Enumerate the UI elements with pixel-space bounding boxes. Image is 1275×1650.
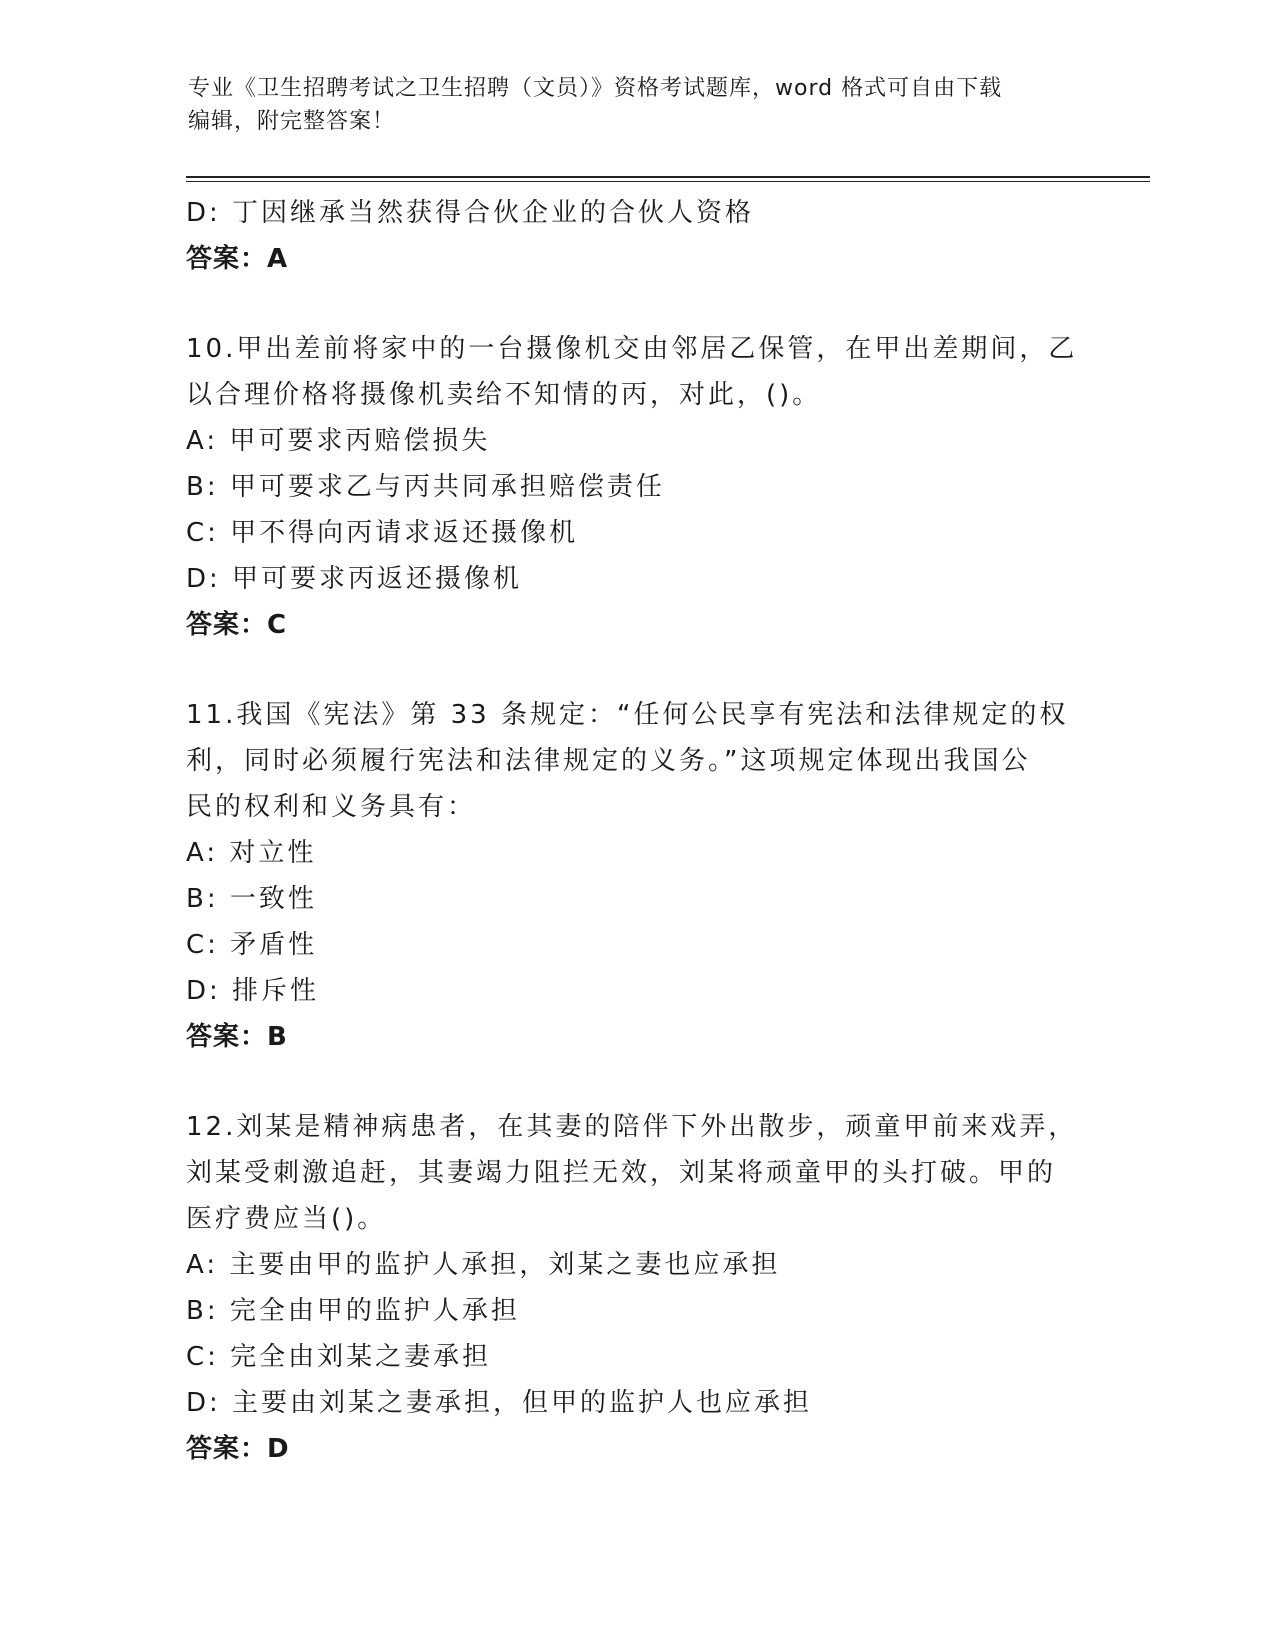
prev-answer: 答案：A (186, 244, 289, 274)
answer: 答案：B (186, 1022, 288, 1052)
option-c: C: 甲不得向丙请求返还摄像机 (186, 518, 579, 548)
option-d: D: 甲可要求丙返还摄像机 (186, 564, 523, 594)
option-b: B: 一致性 (186, 884, 317, 914)
question-10 (186, 326, 1086, 648)
option-c: C: 矛盾性 (186, 930, 318, 960)
header-divider-thin (186, 181, 1150, 182)
question-stem-line: 民的权利和义务具有： (186, 792, 477, 822)
question-list (186, 190, 1086, 1472)
option-b: B: 甲可要求乙与丙共同承担赔偿责任 (186, 472, 665, 502)
question-12 (186, 1104, 1086, 1472)
question-stem-line: 刘某受刺激追赶，其妻竭力阻拦无效，刘某将顽童甲的头打破。甲的 (186, 1158, 1057, 1188)
option-d: D: 排斥性 (186, 976, 320, 1006)
question-stem-line: 利，同时必须履行宪法和法律规定的义务。”这项规定体现出我国公 (186, 746, 1031, 776)
question-stem-line: 医疗费应当()。 (186, 1204, 387, 1234)
question-stem-line: 11.我国《宪法》第 33 条规定：“任何公民享有宪法和法律规定的权 (186, 700, 1069, 730)
answer: 答案：C (186, 610, 288, 640)
option-a: A: 对立性 (186, 838, 317, 868)
question-stem-line: 10.甲出差前将家中的一台摄像机交由邻居乙保管，在甲出差期间，乙 (186, 334, 1078, 364)
option-a: A: 甲可要求丙赔偿损失 (186, 426, 491, 456)
option-c: C: 完全由刘某之妻承担 (186, 1342, 492, 1372)
option-a: A: 主要由甲的监护人承担，刘某之妻也应承担 (186, 1250, 781, 1280)
prev-option-d: D: 丁因继承当然获得合伙企业的合伙人资格 (186, 198, 755, 228)
option-d: D: 主要由刘某之妻承担，但甲的监护人也应承担 (186, 1388, 813, 1418)
header-line-1: 专业《卫生招聘考试之卫生招聘（文员）》资格考试题库，word 格式可自由下载 (188, 76, 1003, 101)
question-stem-line: 12.刘某是精神病患者，在其妻的陪伴下外出散步，顽童甲前来戏弄， (186, 1112, 1078, 1142)
document-header (188, 72, 1068, 138)
question-11 (186, 692, 1086, 1060)
question-stem-line: 以合理价格将摄像机卖给不知情的丙，对此，()。 (186, 380, 822, 410)
answer: 答案：D (186, 1434, 290, 1464)
header-line-2: 编辑，附完整答案！ (188, 109, 396, 134)
option-b: B: 完全由甲的监护人承担 (186, 1296, 520, 1326)
header-divider (186, 176, 1150, 178)
